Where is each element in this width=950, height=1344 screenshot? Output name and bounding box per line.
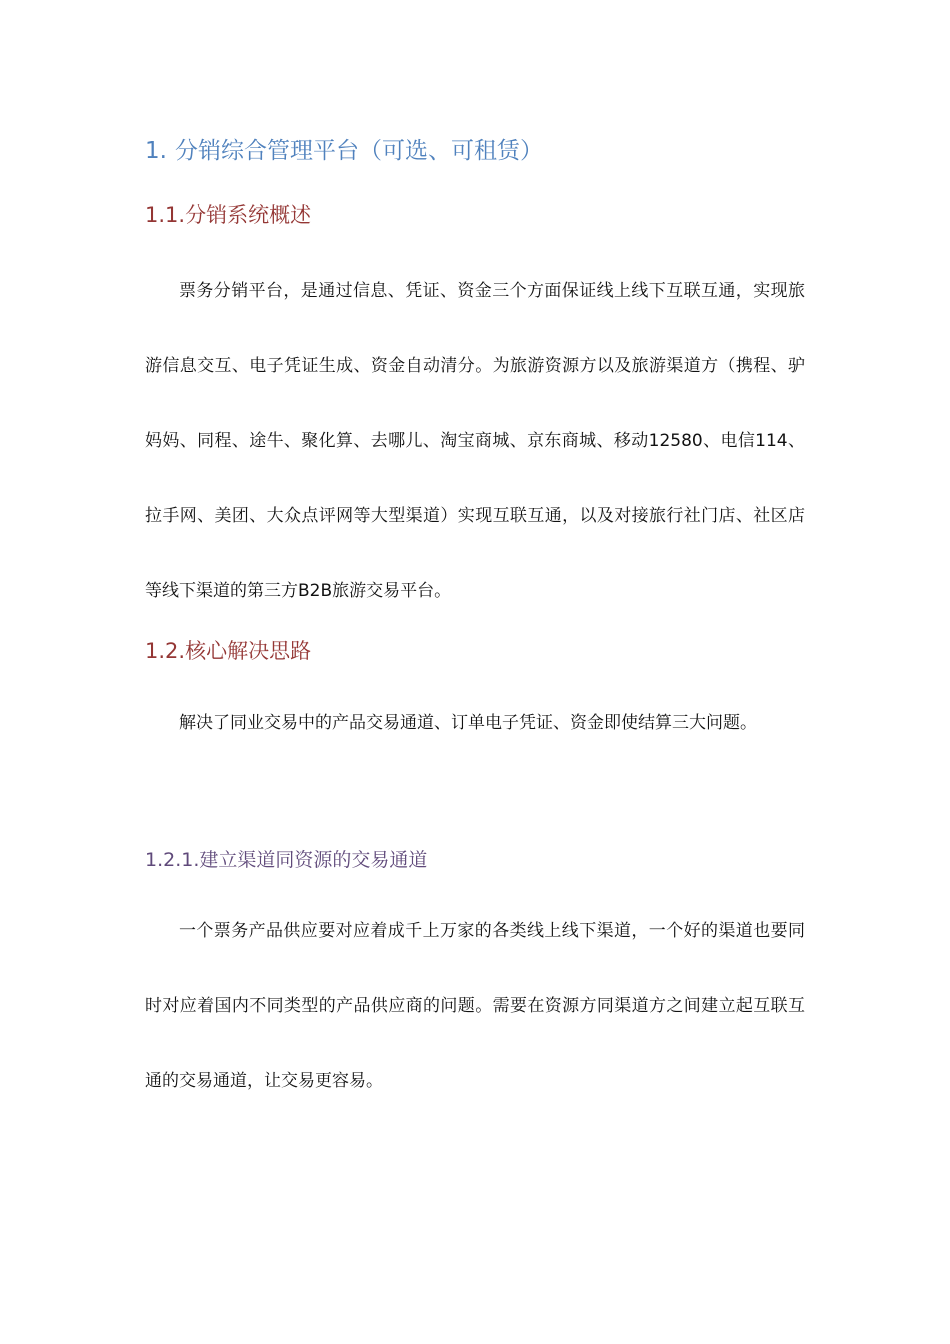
heading-title: 分销系统概述 — [185, 203, 312, 227]
heading-section-1-2-1 — [145, 845, 427, 875]
heading-number: 1. — [145, 138, 167, 164]
paragraph-overview: 票务分销平台，是通过信息、凭证、资金三个方面保证线上线下互联互通，实现旅游信息交互、电子凭证生成、资金自动清分。为旅游资源方以及旅游渠道方（携程、驴妈妈、同程、途牛、聚化算、去哪儿、淘宝商城、京东商城、移动12580、电信114、拉手网、美团、大众点评网等大型渠道）实现互联互通，以及对接旅行社门店、社区店等线下渠道的第三方B2B旅游交易平台。 — [145, 281, 805, 601]
paragraph-core-solution: 解决了同业交易中的产品交易通道、订单电子凭证、资金即使结算三大问题。 — [179, 713, 757, 733]
heading-section-1-2 — [145, 635, 311, 667]
heading-title: 核心解决思路 — [185, 639, 312, 663]
heading-title: 建立渠道同资源的交易通道 — [199, 849, 428, 871]
heading-number: 1.1. — [145, 203, 186, 227]
heading-section-1-1 — [145, 199, 311, 231]
heading-section-1 — [145, 134, 543, 168]
heading-number: 1.2.1. — [145, 849, 200, 871]
paragraph-trade-channel: 一个票务产品供应要对应着成千上万家的各类线上线下渠道，一个好的渠道也要同时对应着国内不同类型的产品供应商的问题。需要在资源方同渠道方之间建立起互联互通的交易通道，让交易更容易。 — [145, 921, 805, 1091]
heading-title: 分销综合管理平台（可选、可租赁） — [174, 138, 543, 164]
heading-number: 1.2. — [145, 639, 186, 663]
